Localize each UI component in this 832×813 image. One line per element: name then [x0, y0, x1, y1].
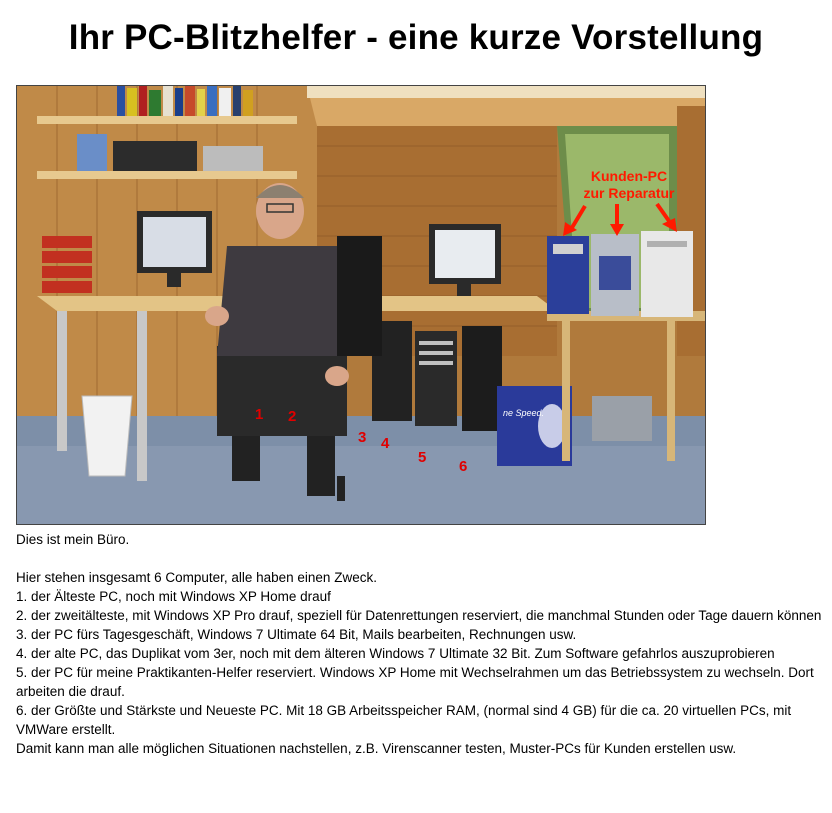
number-6: 6 — [459, 458, 468, 475]
list-item: 2. der zweitälteste, mit Windows XP Pro drauf, speziell für Datenrettungen reserviert, die manchmal Stunden oder Tage dauern können — [16, 608, 822, 623]
list-item: 5. der PC für meine Praktikanten-Helfer reserviert. Windows XP Home mit Wechselrahmen um das Betriebssystem zu wechseln. Dort arbeiten die drauf. — [16, 665, 814, 699]
box-label: ne Speed. — [503, 408, 545, 418]
number-4: 4 — [381, 435, 390, 452]
list-item: 3. der PC fürs Tagesgeschäft, Windows 7 Ultimate 64 Bit, Mails bearbeiten, Rechnungen usw. — [16, 627, 577, 642]
annotation-line-1: Kunden-PC — [590, 168, 668, 184]
intro-text: Hier stehen insgesamt 6 Computer, alle haben einen Zweck. — [16, 570, 377, 585]
photo-caption: Dies ist mein Büro. — [16, 532, 130, 547]
page-title: Ihr PC-Blitzhelfer - eine kurze Vorstellung — [68, 18, 764, 57]
number-5: 5 — [418, 449, 427, 466]
number-1: 1 — [255, 406, 264, 423]
number-2: 2 — [288, 408, 297, 425]
outro-text: Damit kann man alle möglichen Situationen nachstellen, z.B. Virenscanner testen, Muster-PCs für Kunden erstellen usw. — [16, 741, 737, 756]
number-3: 3 — [358, 429, 367, 446]
list-item: 1. der Älteste PC, noch mit Windows XP Home drauf — [16, 589, 331, 604]
office-photo — [16, 85, 706, 525]
list-item: 6. der Größte und Stärkste und Neueste PC. Mit 18 GB Arbeitsspeicher RAM, (normal sind 4 GB) für die ca. 20 virtuellen PCs, mit VMWare erstellt. — [16, 703, 792, 737]
description — [16, 530, 824, 758]
annotation-line-2: zur Reparatur — [583, 185, 675, 201]
list-item: 4. der alte PC, das Duplikat vom 3er, noch mit dem älteren Windows 7 Ultimate 32 Bit. Zum Software gefahrlos auszuprobieren — [16, 646, 775, 661]
